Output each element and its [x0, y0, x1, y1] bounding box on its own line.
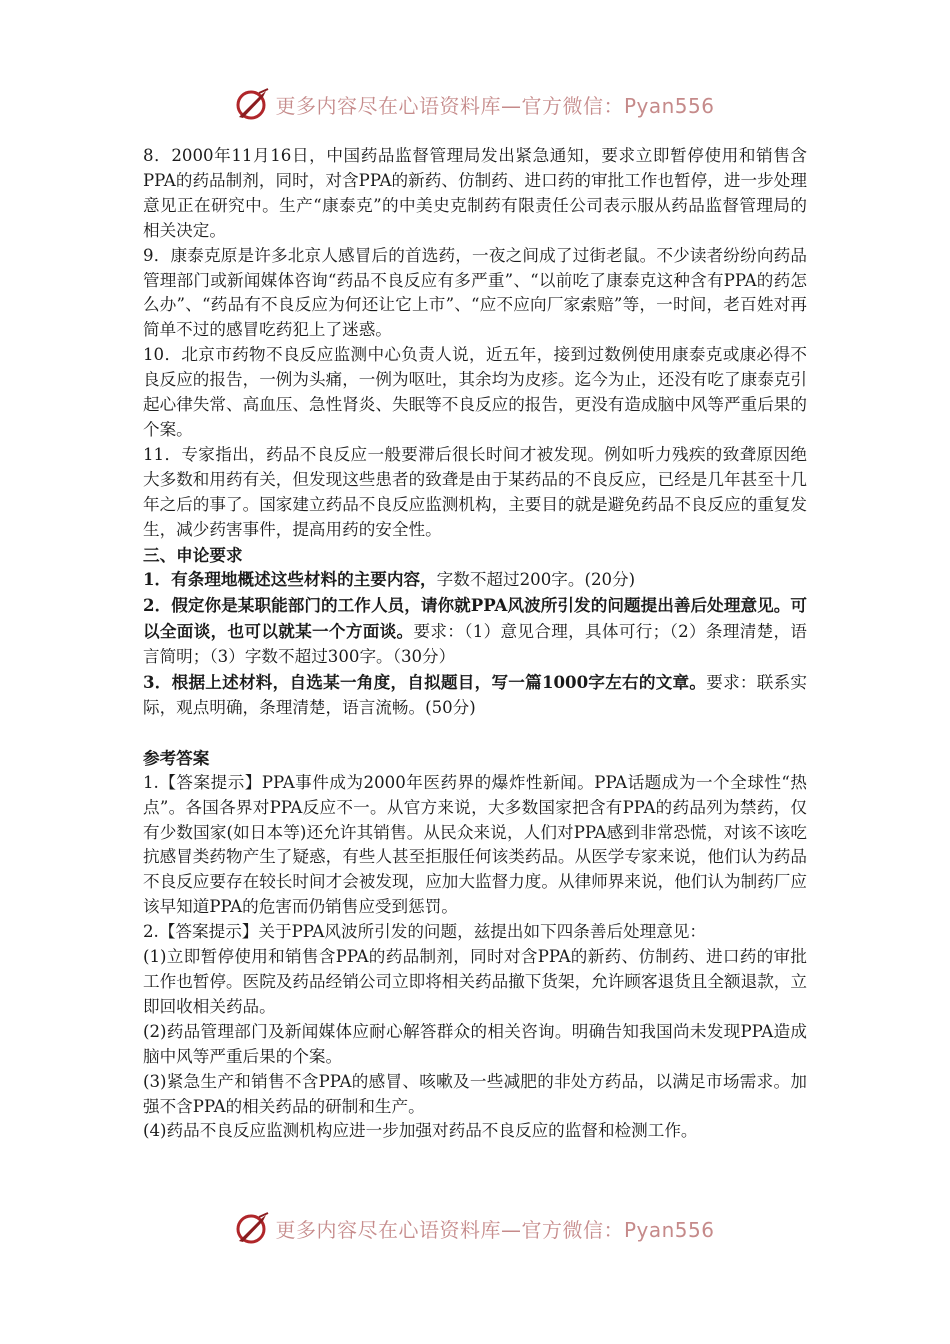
pen-logo-icon — [235, 87, 271, 121]
requirement-item — [143, 670, 807, 721]
paragraph-9: 9．康泰克原是许多北京人感冒后的首选药，一夜之间成了过街老鼠。不少读者纷纷向药品管理部门或新闻媒体咨询“药品不良反应有多严重”、“以前吃了康泰克这种含有PPA的药怎么办”、“药品有不良反应为何还让它上市”、“应不应向厂家索赔”等，一时间，老百姓对再简单不过的感冒吃药犯上了迷惑。 — [143, 245, 807, 340]
paragraph-8: 8．2000年11月16日，中国药品监督管理局发出紧急通知，要求立即暂停使用和销售含PPA的药品制剂，同时，对含PPA的新药、仿制药、进口药的审批工作也暂停，进一步处理意见正在研究中。生产“康泰克”的中美史克制药有限责任公司表示服从药品监督管理局的相关决定。 — [143, 146, 807, 240]
requirement-item — [143, 593, 807, 670]
answer-item: (2)药品管理部门及新闻媒体应耐心解答群众的相关咨询。明确告知我国尚未发现PPA造成脑中风等严重后果的个案。 — [143, 1021, 807, 1066]
watermark-text: 更多内容尽在心语资料库—官方微信：Pyan556 — [275, 93, 715, 118]
requirement-normal: 要求：（1）意见合理，具体可行；（2）条理清楚，语言简明；（3）字数不超过300字。（30分） — [143, 622, 808, 667]
requirement-item — [143, 567, 807, 593]
pen-logo-icon — [235, 1211, 271, 1245]
answer-item: (1)立即暂停使用和销售含PPA的药品制剂，同时对含PPA的新药、仿制药、进口药的审批工作也暂停。医院及药品经销公司立即将相关药品撤下货架，允许顾客退货且全额退款，立即回收相关药品。 — [143, 947, 807, 1016]
watermark-text: 更多内容尽在心语资料库—官方微信：Pyan556 — [275, 1217, 715, 1242]
requirement-bold: 3．根据上述材料，自选某一角度，自拟题目，写一篇1000字左右的文章。 — [143, 672, 707, 693]
requirement-bold: 1．有条理地概述这些材料的主要内容， — [143, 569, 437, 590]
requirements-heading: 三、申论要求 — [143, 544, 243, 565]
document-body — [143, 144, 807, 1144]
paragraph-10: 10．北京市药物不良反应监测中心负责人说，近五年，接到过数例使用康泰克或康必得不良反应的报告，一例为头痛，一例为呕吐，其余均为皮疹。迄今为止，还没有吃了康泰克引起心律失常、高血压、急性肾炎、失眠等不良反应的报告，更没有造成脑中风等严重后果的个案。 — [143, 345, 807, 439]
answer-item: (4)药品不良反应监测机构应进一步加强对药品不良反应的监督和检测工作。 — [143, 1121, 698, 1141]
requirement-bold: 2．假定你是某职能部门的工作人员，请你就PPA风波所引发的问题提出善后处理意见。可以全面谈，也可以就某一个方面谈。 — [143, 595, 807, 642]
answer-item: (3)紧急生产和销售不含PPA的感冒、咳嗽及一些减肥的非处方药品，以满足市场需求。加强不含PPA的相关药品的研制和生产。 — [143, 1071, 807, 1116]
answers-heading: 参考答案 — [143, 747, 210, 768]
requirement-normal: 要求：联系实际，观点明确，条理清楚，语言流畅。(50分) — [143, 673, 807, 717]
section-spacer — [143, 721, 807, 746]
watermark-footer — [0, 1208, 950, 1248]
requirement-normal: 字数不超过200字。(20分) — [436, 570, 636, 590]
answer-item: 2.【答案提示】关于PPA风波所引发的问题，兹提出如下四条善后处理意见： — [143, 922, 707, 942]
watermark-header — [0, 84, 950, 124]
answer-item: 1.【答案提示】PPA事件成为2000年医药界的爆炸性新闻。PPA话题成为一个全球性“热点”。各国各界对PPA反应不一。从官方来说，大多数国家把含有PPA的药品列为禁药，仅有少数国家(如日本等)还允许其销售。从民众来说，人们对PPA感到非常恐慌，对该不该吃抗感冒类药物产生了疑惑，有些人甚至拒服任何该类药品。从医学专家来说，他们认为药品不良反应要存在较长时间才会被发现，应加大监督力度。从律师界来说，他们认为制药厂应该早知道PPA的危害而仍销售应受到惩罚。 — [143, 772, 807, 917]
paragraph-11: 11．专家指出，药品不良反应一般要滞后很长时间才被发现。例如听力残疾的致聋原因绝大多数和用药有关，但发现这些患者的致聋是由于某药品的不良反应，已经是几年甚至十几年之后的事了。国家建立药品不良反应监测机构，主要目的就是避免药品不良反应的重复发生，减少药害事件，提高用药的安全性。 — [143, 444, 807, 539]
